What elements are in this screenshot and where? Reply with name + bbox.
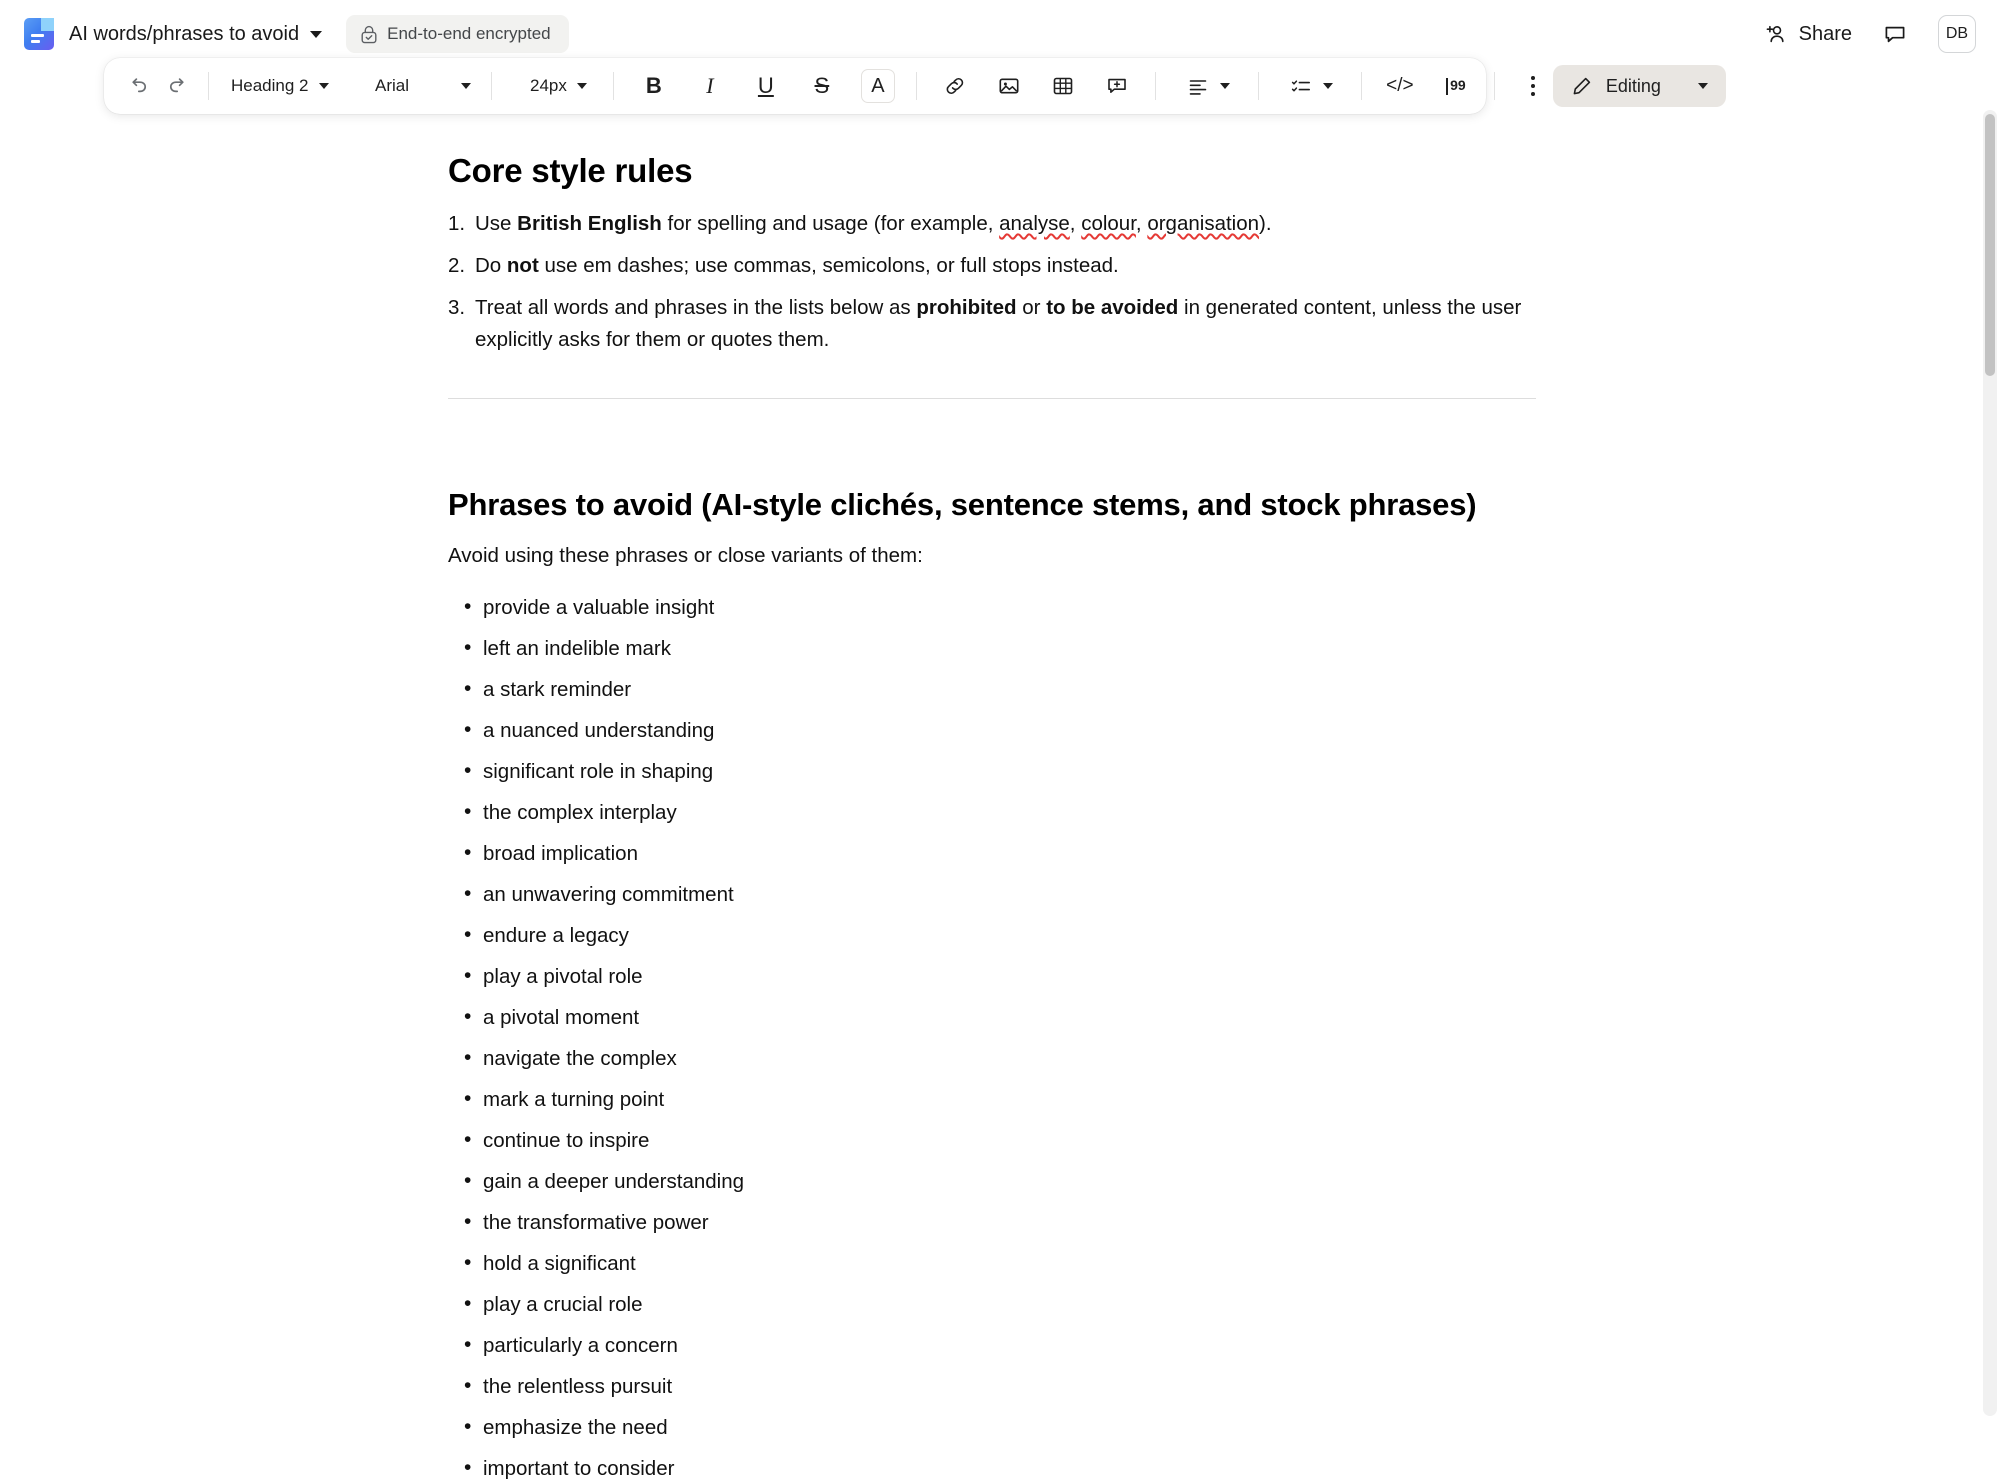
toolbar-divider [208, 72, 209, 100]
checklist-icon [1289, 74, 1313, 98]
rule-text: for spelling and usage (for example, [661, 212, 1000, 235]
add-comment-button[interactable] [1097, 66, 1137, 106]
phrase-list-item: • play a pivotal role [448, 962, 1568, 992]
insert-table-button[interactable] [1043, 66, 1083, 106]
rule-text: , [1135, 212, 1148, 235]
phrase-list-item: • play a crucial role [448, 1290, 1568, 1320]
phrase-list-item: • provide a valuable insight [448, 593, 1568, 623]
core-rules-list [448, 208, 1568, 356]
strikethrough-button[interactable] [802, 66, 842, 106]
code-block-button[interactable] [1380, 66, 1420, 106]
spellcheck-word: organisation [1147, 212, 1260, 235]
rule-text: in generated content, unless the user explicitly asks for them or quotes them. [475, 296, 1522, 351]
chevron-down-icon [577, 83, 587, 89]
encryption-badge-label: End-to-end encrypted [387, 24, 551, 43]
underline-button[interactable] [746, 66, 786, 106]
redo-icon [165, 73, 191, 99]
rule-number: 2. [448, 254, 466, 277]
vertical-scrollbar[interactable] [1983, 110, 1997, 1416]
toolbar-divider [1361, 72, 1362, 100]
toolbar-divider [1155, 72, 1156, 100]
text-color-button[interactable] [858, 66, 898, 106]
encryption-badge [346, 15, 569, 53]
scrollbar-thumb[interactable] [1985, 114, 1995, 376]
code-label: </> [1386, 75, 1414, 96]
paragraph-style-value: Heading 2 [231, 76, 309, 95]
phrase-list-item: • an unwavering commitment [448, 880, 1568, 910]
core-rule-item [448, 292, 1568, 356]
insert-image-button[interactable] [989, 66, 1029, 106]
phrase-list-item: • left an indelible mark [448, 634, 1568, 664]
toolbar-divider [613, 72, 614, 100]
phrase-list-item: • hold a significant [448, 1249, 1568, 1279]
toolbar-divider [916, 72, 917, 100]
add-comment-icon [1104, 73, 1130, 99]
bold-label: B [645, 73, 662, 98]
chevron-down-icon[interactable] [310, 31, 322, 38]
toolbar-divider [1258, 72, 1259, 100]
chevron-down-icon [1323, 83, 1333, 89]
link-icon [942, 73, 968, 99]
document-canvas[interactable] [0, 130, 1985, 1480]
editing-mode-label: Editing [1605, 75, 1661, 96]
rule-number: 3. [448, 296, 466, 319]
font-size-select[interactable] [518, 66, 597, 106]
comments-button[interactable] [1866, 13, 1924, 55]
editing-mode-button[interactable] [1553, 65, 1726, 107]
phrase-list-item: • important to consider [448, 1454, 1568, 1484]
phrase-list-item: • a pivotal moment [448, 1003, 1568, 1033]
phrase-list-item: • the complex interplay [448, 798, 1568, 828]
rule-text: Treat all words and phrases in the lists below as [475, 296, 917, 319]
add-person-icon [1763, 22, 1787, 46]
paragraph-style-select[interactable] [219, 66, 347, 106]
core-rule-item [448, 250, 1568, 282]
share-button[interactable] [1749, 14, 1866, 54]
font-family-value: Arial [375, 76, 410, 95]
rule-text: use em dashes; use commas, semicolons, or full stops instead. [538, 254, 1119, 277]
rule-text: , [1069, 212, 1082, 235]
section-divider [448, 398, 1536, 399]
editor-toolbar [104, 58, 1661, 114]
phrase-list-item: • broad implication [448, 839, 1568, 869]
phrase-list-item: • particularly a concern [448, 1331, 1568, 1361]
font-family-select[interactable] [363, 66, 481, 106]
spellcheck-word: colour [1081, 212, 1136, 235]
blockquote-button[interactable] [1436, 66, 1476, 106]
chevron-down-icon [1220, 83, 1230, 89]
undo-icon [125, 73, 151, 99]
phrase-list-item: • continue to inspire [448, 1126, 1568, 1156]
phrase-list-item: • emphasize the need [448, 1413, 1568, 1443]
phrase-list-item: • the transformative power [448, 1208, 1568, 1238]
list-select[interactable] [1277, 66, 1343, 106]
rule-text: Do [475, 254, 507, 277]
core-rule-item [448, 208, 1568, 240]
rule-emphasis: British English [517, 212, 662, 235]
align-left-icon [1186, 74, 1210, 98]
phrase-list-item: • a stark reminder [448, 675, 1568, 705]
toolbar-divider [491, 72, 492, 100]
undo-button[interactable] [118, 66, 158, 106]
rule-emphasis: to be avoided [1046, 296, 1179, 319]
insert-link-button[interactable] [935, 66, 975, 106]
more-vertical-icon [1531, 76, 1535, 96]
avatar[interactable] [1938, 15, 1976, 53]
avatar-initials: DB [1945, 25, 1969, 42]
toolbar-divider [1494, 72, 1495, 100]
comment-icon [1882, 21, 1908, 47]
chevron-down-icon [461, 83, 471, 89]
rule-emphasis: not [506, 254, 539, 277]
rule-text: ). [1259, 212, 1272, 235]
phrase-list-item: • the relentless pursuit [448, 1372, 1568, 1402]
phrase-list-item: • a nuanced understanding [448, 716, 1568, 746]
chevron-down-icon [1698, 83, 1708, 89]
rule-number: 1. [448, 212, 466, 235]
redo-button[interactable] [158, 66, 198, 106]
strikethrough-label: S [814, 73, 830, 98]
phrase-list-item: • gain a deeper understanding [448, 1167, 1568, 1197]
phrase-list-item: • navigate the complex [448, 1044, 1568, 1074]
quote-label: 99 [1450, 76, 1466, 93]
page-title: Core style rules [448, 152, 693, 189]
lock-check-icon [360, 25, 378, 44]
more-options-button[interactable] [1513, 66, 1553, 106]
chevron-down-icon [319, 83, 329, 89]
document-title[interactable]: AI words/phrases to avoid [69, 22, 300, 45]
bold-button[interactable] [634, 66, 674, 106]
image-icon [996, 73, 1022, 99]
quote-icon [1446, 78, 1466, 95]
section-intro: Avoid using these phrases or close variants of them: [448, 544, 923, 567]
rule-text: or [1016, 296, 1047, 319]
phrase-list-item: • mark a turning point [448, 1085, 1568, 1115]
text-color-label: A [861, 69, 895, 103]
phrase-list-item: • significant role in shaping [448, 757, 1568, 787]
table-icon [1050, 73, 1076, 99]
rule-text: Use [475, 212, 518, 235]
top-bar-actions [1749, 13, 1976, 55]
font-size-value: 24px [530, 76, 567, 95]
italic-button[interactable] [690, 66, 730, 106]
share-button-label: Share [1798, 22, 1852, 45]
rule-emphasis: prohibited [916, 296, 1017, 319]
spellcheck-word: analyse [999, 212, 1070, 235]
section-heading: Phrases to avoid (AI-style clichés, sentence stems, and stock phrases) [448, 487, 1477, 522]
document-icon[interactable] [24, 18, 54, 50]
phrases-list [448, 593, 1568, 1484]
phrase-list-item: • endure a legacy [448, 921, 1568, 951]
italic-label: I [706, 73, 714, 98]
underline-label: U [757, 73, 774, 98]
document-body[interactable] [448, 130, 1568, 1484]
pencil-icon [1571, 75, 1593, 97]
align-select[interactable] [1174, 66, 1240, 106]
